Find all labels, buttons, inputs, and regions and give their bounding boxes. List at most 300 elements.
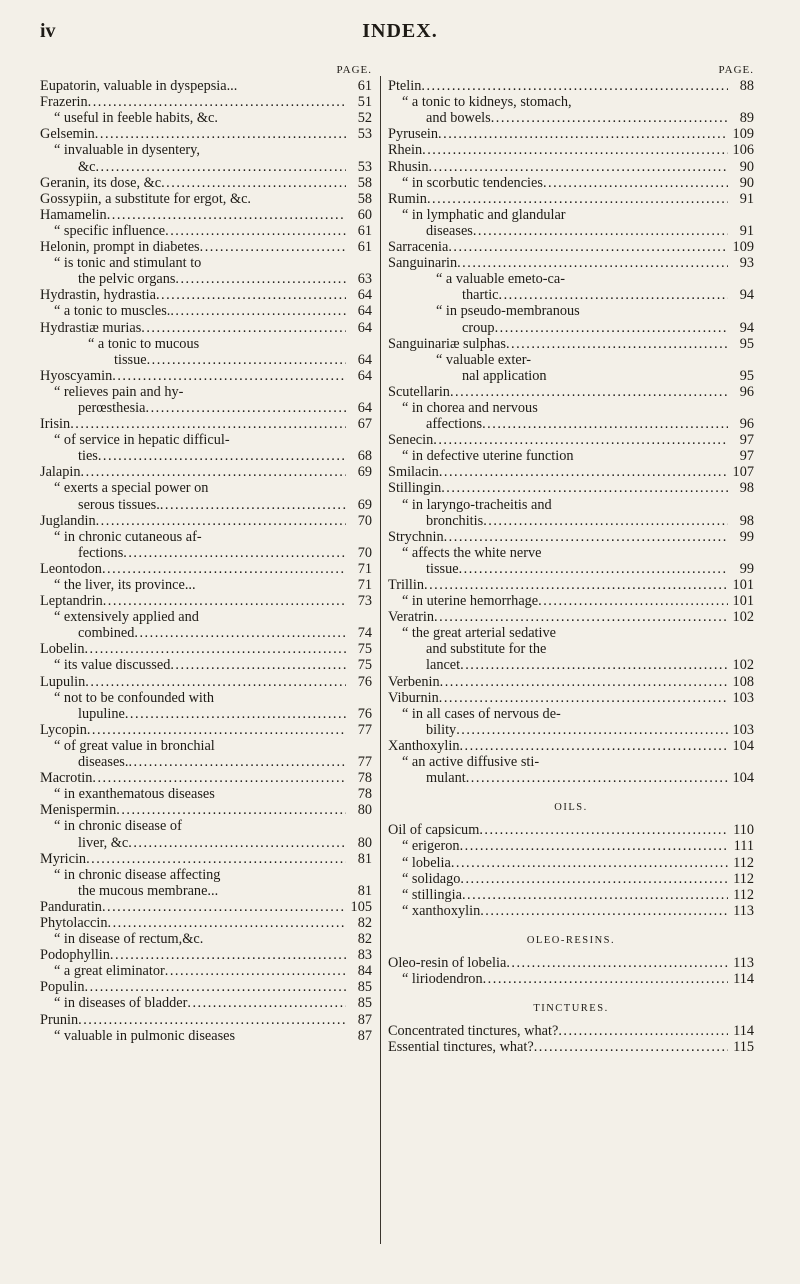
page-number: 64 — [357, 319, 372, 336]
dot-leader — [85, 674, 346, 690]
dot-leader — [123, 545, 346, 561]
index-subentry — [388, 706, 754, 722]
page-number: 106 — [732, 142, 754, 159]
page-number: 111 — [733, 838, 754, 855]
entry-text: “ in chorea and nervous — [402, 399, 538, 416]
dot-leader — [473, 223, 728, 239]
page-number: 61 — [357, 222, 372, 239]
entry-text: “ a tonic to muscles. — [54, 303, 171, 320]
entry-text: diseases — [426, 222, 473, 239]
entry-text: &c — [78, 158, 96, 175]
index-subentry — [388, 448, 754, 464]
dot-leader — [451, 855, 728, 871]
index-entry — [388, 159, 754, 175]
dot-leader — [88, 94, 346, 110]
page-number — [728, 207, 754, 223]
dot-leader — [448, 239, 728, 255]
index-entry — [40, 239, 372, 255]
page-number — [728, 497, 754, 513]
index-subentry — [388, 175, 754, 191]
page-number: 113 — [733, 902, 754, 919]
index-entry — [388, 78, 754, 94]
section-heading — [388, 1001, 754, 1017]
index-subentry — [40, 754, 372, 770]
entry-text: Trillin — [388, 577, 425, 593]
entry-text: “ valuable in pulmonic diseases — [54, 1027, 236, 1044]
page-number — [346, 384, 372, 400]
section-heading-text: OLEO-RESINS. — [526, 934, 616, 946]
entry-text: “ in all cases of nervous de- — [402, 705, 561, 722]
entry-text: bronchitis — [426, 512, 484, 529]
dot-leader — [495, 320, 728, 336]
entry-text: “ in uterine hemorrhage — [402, 593, 539, 610]
dot-leader — [421, 78, 728, 94]
entry-text: “ a tonic to kidneys, stomach, — [402, 94, 572, 111]
page-number: 70 — [357, 544, 372, 561]
entry-text: “ a valuable emeto-ca- — [436, 271, 565, 288]
dot-leader — [460, 838, 728, 854]
page-number: 77 — [357, 754, 372, 771]
page-number — [346, 609, 372, 625]
page-number: 91 — [739, 222, 754, 239]
dot-leader — [156, 287, 346, 303]
entry-text: “ in chronic cutaneous af- — [54, 528, 202, 545]
running-title: INDEX. — [362, 20, 438, 42]
page-number — [728, 754, 754, 770]
entry-text: “ in laryngo-tracheitis and — [402, 496, 552, 513]
index-entry — [388, 955, 754, 971]
dot-leader — [459, 738, 728, 754]
entry-text: Leptandrin — [40, 593, 103, 610]
entry-text: Pyrusein — [388, 126, 439, 143]
dot-leader — [81, 464, 347, 480]
page-number — [728, 641, 754, 657]
page-number: 64 — [357, 399, 372, 416]
entry-text: “ solidago — [402, 870, 461, 887]
entry-text: and bowels — [426, 110, 491, 127]
index-entry — [40, 416, 372, 432]
dot-leader — [460, 871, 728, 887]
index-column-left — [40, 62, 372, 1044]
page-number: 52 — [357, 110, 372, 127]
page-number: 113 — [733, 954, 754, 971]
entry-text: “ erigeron — [402, 838, 460, 855]
dot-leader — [87, 722, 346, 738]
page-number: 76 — [357, 705, 372, 722]
page-number: 94 — [739, 319, 754, 336]
index-subentry — [388, 855, 754, 871]
index-subentry — [40, 931, 372, 947]
page-number: 85 — [357, 979, 372, 996]
entry-text: “ relieves pain and hy- — [54, 383, 184, 400]
index-subentry — [388, 207, 754, 223]
page-number: 89 — [739, 110, 754, 127]
dot-leader — [85, 979, 347, 995]
entry-text: Sanguinarin — [388, 255, 458, 272]
entry-text: Rumin — [388, 190, 427, 207]
page-number — [728, 271, 754, 287]
entry-text: “ in exanthematous diseases — [54, 786, 215, 803]
entry-text: Macrotin — [40, 770, 93, 787]
page-number: 96 — [739, 416, 754, 433]
entry-text: “ lobelia — [402, 854, 451, 871]
index-subentry — [40, 963, 372, 979]
index-entry — [40, 915, 372, 931]
entry-text: Jalapin — [40, 464, 81, 481]
entry-text: “ xanthoxylin — [402, 902, 481, 919]
dot-leader — [459, 561, 728, 577]
index-entry — [388, 577, 754, 593]
index-subentry — [388, 971, 754, 987]
page-number — [346, 690, 372, 706]
page-number: 80 — [357, 802, 372, 819]
page-number: 61 — [357, 78, 372, 95]
page-number — [346, 480, 372, 496]
entry-text: the mucous membrane... — [78, 882, 219, 899]
index-entry — [388, 239, 754, 255]
dot-leader — [70, 416, 346, 432]
index-entry — [40, 722, 372, 738]
index-subentry — [40, 255, 372, 271]
page-number: 97 — [739, 448, 754, 465]
page-number: 109 — [732, 126, 754, 143]
index-subentry — [388, 770, 754, 786]
dot-leader — [439, 690, 728, 706]
page-number: 112 — [733, 886, 754, 903]
page-number: 67 — [357, 416, 372, 433]
dot-leader — [187, 995, 346, 1011]
index-entry — [40, 513, 372, 529]
page-number — [346, 867, 372, 883]
dot-leader — [128, 754, 346, 770]
entry-text: Frazerin — [40, 94, 88, 111]
page-number: 64 — [357, 351, 372, 368]
entry-text: Lupulin — [40, 673, 86, 690]
entry-text: “ the great arterial sedative — [402, 625, 556, 642]
index-entry — [40, 175, 372, 191]
dot-leader — [483, 971, 728, 987]
entry-text: “ in defective uterine function — [402, 448, 574, 465]
page-number — [346, 336, 372, 352]
index-subentry — [40, 883, 372, 899]
page-number: 102 — [732, 657, 754, 674]
page-number: 81 — [357, 850, 372, 867]
index-subentry — [40, 818, 372, 834]
index-subentry — [40, 835, 372, 851]
dot-leader — [95, 159, 346, 175]
index-subentry — [388, 903, 754, 919]
entry-text: Hydrastiæ murias — [40, 319, 142, 336]
page-number: 87 — [357, 1011, 372, 1028]
entry-text: thartic — [462, 287, 499, 304]
page-number: 80 — [357, 834, 372, 851]
index-entry — [40, 320, 372, 336]
entry-text: Rhusin — [388, 158, 429, 175]
section-heading-text: OILS. — [554, 802, 588, 814]
page-number: 73 — [357, 593, 372, 610]
index-entry — [40, 674, 372, 690]
entry-text: Hyoscyamin — [40, 367, 113, 384]
page-number: 105 — [350, 898, 372, 915]
entry-text: affections — [426, 416, 483, 433]
index-subentry — [40, 867, 372, 883]
dot-leader — [134, 625, 346, 641]
index-entry — [40, 126, 372, 142]
entry-text: mulant — [426, 770, 466, 787]
index-entry — [40, 368, 372, 384]
entry-text: “ in chronic disease of — [54, 818, 182, 835]
page-number: 68 — [357, 448, 372, 465]
page-number: 112 — [733, 854, 754, 871]
index-entry — [40, 641, 372, 657]
index-subentry — [40, 609, 372, 625]
page-number: 103 — [732, 721, 754, 738]
entry-text: the pelvic organs — [78, 271, 176, 288]
dot-leader — [538, 593, 728, 609]
dot-leader — [558, 1023, 728, 1039]
entry-text: Stillingin — [388, 480, 442, 497]
section-heading-text: TINCTURES. — [533, 1003, 609, 1015]
index-subentry — [40, 786, 372, 802]
page-number: 96 — [739, 383, 754, 400]
dot-leader — [96, 513, 346, 529]
entry-text: Senecin — [388, 432, 434, 449]
index-entry — [40, 770, 372, 786]
dot-leader — [128, 835, 346, 851]
entry-text: Eupatorin, valuable in dyspepsia... — [40, 78, 238, 95]
index-entry — [40, 287, 372, 303]
index-subentry — [388, 223, 754, 239]
index-entry — [388, 464, 754, 480]
section-heading — [388, 800, 754, 816]
index-subentry — [40, 110, 372, 126]
entry-text: “ exerts a special power on — [54, 480, 209, 497]
dot-leader — [112, 368, 346, 384]
dot-leader — [506, 955, 728, 971]
index-entry — [40, 979, 372, 995]
page-number: 114 — [733, 971, 754, 988]
index-subentry — [40, 400, 372, 416]
index-subentry — [40, 352, 372, 368]
entry-text: Ptelin — [388, 78, 422, 95]
page-folio: iv — [40, 20, 56, 42]
index-entry — [388, 690, 754, 706]
entry-text: “ is tonic and stimulant to — [54, 255, 202, 272]
page-number: 63 — [357, 271, 372, 288]
index-column-right — [388, 62, 754, 1055]
entry-text: Strychnin — [388, 528, 444, 545]
entry-text: Lycopin — [40, 721, 87, 738]
entry-text: Essential tinctures, what? — [388, 1039, 534, 1056]
page-number — [728, 303, 754, 319]
entry-text: Lobelin — [40, 641, 85, 658]
index-entry — [388, 609, 754, 625]
entry-text: Helonin, prompt in diabetes — [40, 239, 200, 256]
page-column-label: PAGE. — [336, 64, 372, 76]
page-number: 101 — [732, 593, 754, 610]
dot-leader — [107, 207, 346, 223]
index-subentry — [40, 159, 372, 175]
entry-text: Xanthoxylin — [388, 737, 460, 754]
entry-text: perœsthesia — [78, 399, 146, 416]
page-number: 99 — [739, 528, 754, 545]
index-subentry — [388, 838, 754, 854]
dot-leader — [78, 1012, 346, 1028]
entry-text: Verbenin — [388, 673, 440, 690]
index-subentry — [40, 336, 372, 352]
index-subentry — [40, 690, 372, 706]
page-number: 101 — [732, 577, 754, 593]
dot-leader — [482, 416, 728, 432]
page-number — [346, 529, 372, 545]
entry-text: Phytolaccin — [40, 914, 108, 931]
dot-leader — [440, 674, 728, 690]
page-number — [728, 400, 754, 416]
page-number: 69 — [357, 496, 372, 513]
index-entry — [388, 738, 754, 754]
dot-leader — [200, 239, 346, 255]
index-subentry — [388, 593, 754, 609]
index-subentry — [388, 545, 754, 561]
page-number: 93 — [739, 255, 754, 272]
entry-text: “ valuable exter- — [436, 351, 531, 368]
entry-text: “ in lymphatic and glandular — [402, 206, 566, 223]
entry-text: Hydrastin, hydrastia — [40, 287, 156, 304]
index-subentry — [388, 497, 754, 513]
page-number — [728, 545, 754, 561]
entry-text: Veratrin — [388, 609, 435, 626]
page-number: 53 — [357, 158, 372, 175]
entry-text: lancet — [426, 657, 461, 674]
entry-text: “ liriodendron — [402, 971, 483, 988]
index-subentry — [388, 400, 754, 416]
dot-leader — [84, 641, 346, 657]
index-entry — [40, 1012, 372, 1028]
page-number: 98 — [739, 512, 754, 529]
index-subentry — [388, 561, 754, 577]
page-number: 58 — [357, 190, 372, 207]
entry-text: Rhein — [388, 142, 423, 159]
entry-text: diseases. — [78, 754, 129, 771]
page-number: 114 — [733, 1023, 754, 1040]
dot-leader — [102, 899, 346, 915]
entry-text: and substitute for the — [426, 641, 547, 658]
index-subentry — [388, 513, 754, 529]
dot-leader — [427, 191, 728, 207]
dot-leader — [534, 1039, 728, 1055]
dot-leader — [108, 915, 347, 931]
index-subentry — [388, 657, 754, 673]
dot-leader — [433, 432, 728, 448]
entry-text: Panduratin — [40, 898, 102, 915]
entry-text: Juglandin — [40, 512, 96, 529]
index-subentry — [388, 887, 754, 903]
page-number: 51 — [357, 94, 372, 111]
page-number — [346, 432, 372, 448]
index-entry — [40, 851, 372, 867]
page-number: 95 — [739, 367, 754, 384]
index-entry — [40, 947, 372, 963]
page-number: 88 — [739, 78, 754, 95]
entry-text: ties — [78, 448, 98, 465]
page-number: 110 — [733, 822, 754, 839]
page-number: 95 — [739, 335, 754, 352]
entry-text: “ stillingia — [402, 886, 462, 903]
index-entry — [388, 1039, 754, 1055]
page-number: 94 — [739, 287, 754, 304]
page-number: 61 — [357, 239, 372, 256]
index-subentry — [40, 497, 372, 513]
entry-text: Irisin — [40, 416, 71, 433]
entry-text: “ of service in hepatic difficul- — [54, 432, 230, 449]
dot-leader — [147, 352, 346, 368]
dot-leader — [110, 947, 346, 963]
index-entry — [40, 593, 372, 609]
page-number: 98 — [739, 480, 754, 497]
entry-text: serous tissues. — [78, 496, 160, 513]
page-number: 82 — [357, 914, 372, 931]
index-subentry — [40, 625, 372, 641]
index-subentry — [40, 706, 372, 722]
entry-text: Gossypiin, a substitute for ergot, &c. — [40, 190, 251, 207]
index-subentry — [40, 480, 372, 496]
page-number: 58 — [357, 174, 372, 191]
index-entry — [388, 336, 754, 352]
entry-text: Populin — [40, 979, 85, 996]
page-number: 104 — [732, 770, 754, 787]
page-number: 64 — [357, 303, 372, 320]
section-heading — [388, 933, 754, 949]
page-number: 107 — [732, 464, 754, 481]
entry-text: Prunin — [40, 1011, 79, 1028]
index-subentry — [388, 287, 754, 303]
dot-leader — [491, 110, 728, 126]
page-number: 99 — [739, 560, 754, 577]
index-entry — [388, 1023, 754, 1039]
page-number: 87 — [357, 1027, 372, 1044]
dot-leader — [165, 963, 346, 979]
dot-leader — [460, 657, 728, 673]
dot-leader — [429, 159, 728, 175]
entry-text: combined — [78, 625, 135, 642]
index-subentry — [40, 271, 372, 287]
index-subentry — [40, 577, 372, 593]
index-entry — [40, 191, 372, 207]
entry-text: “ an active diffusive sti- — [402, 754, 540, 771]
entry-text: “ a great eliminator — [54, 963, 165, 980]
entry-text: Smilacin — [388, 464, 439, 481]
dot-leader — [479, 822, 728, 838]
dot-leader — [95, 126, 346, 142]
page-number: 108 — [732, 673, 754, 690]
dot-leader — [86, 851, 346, 867]
page-number — [728, 625, 754, 641]
index-subentry — [388, 352, 754, 368]
dot-leader — [146, 400, 347, 416]
index-entry — [388, 529, 754, 545]
page-number: 77 — [357, 721, 372, 738]
dot-leader — [125, 706, 346, 722]
page-number — [728, 94, 754, 110]
page-number: 75 — [357, 657, 372, 674]
index-subentry — [40, 142, 372, 158]
entry-text: Podophyllin — [40, 947, 110, 964]
dot-leader — [499, 287, 728, 303]
entry-text: Leontodon — [40, 560, 102, 577]
index-subentry — [388, 416, 754, 432]
entry-text: tissue — [426, 560, 459, 577]
page-number: 64 — [357, 287, 372, 304]
